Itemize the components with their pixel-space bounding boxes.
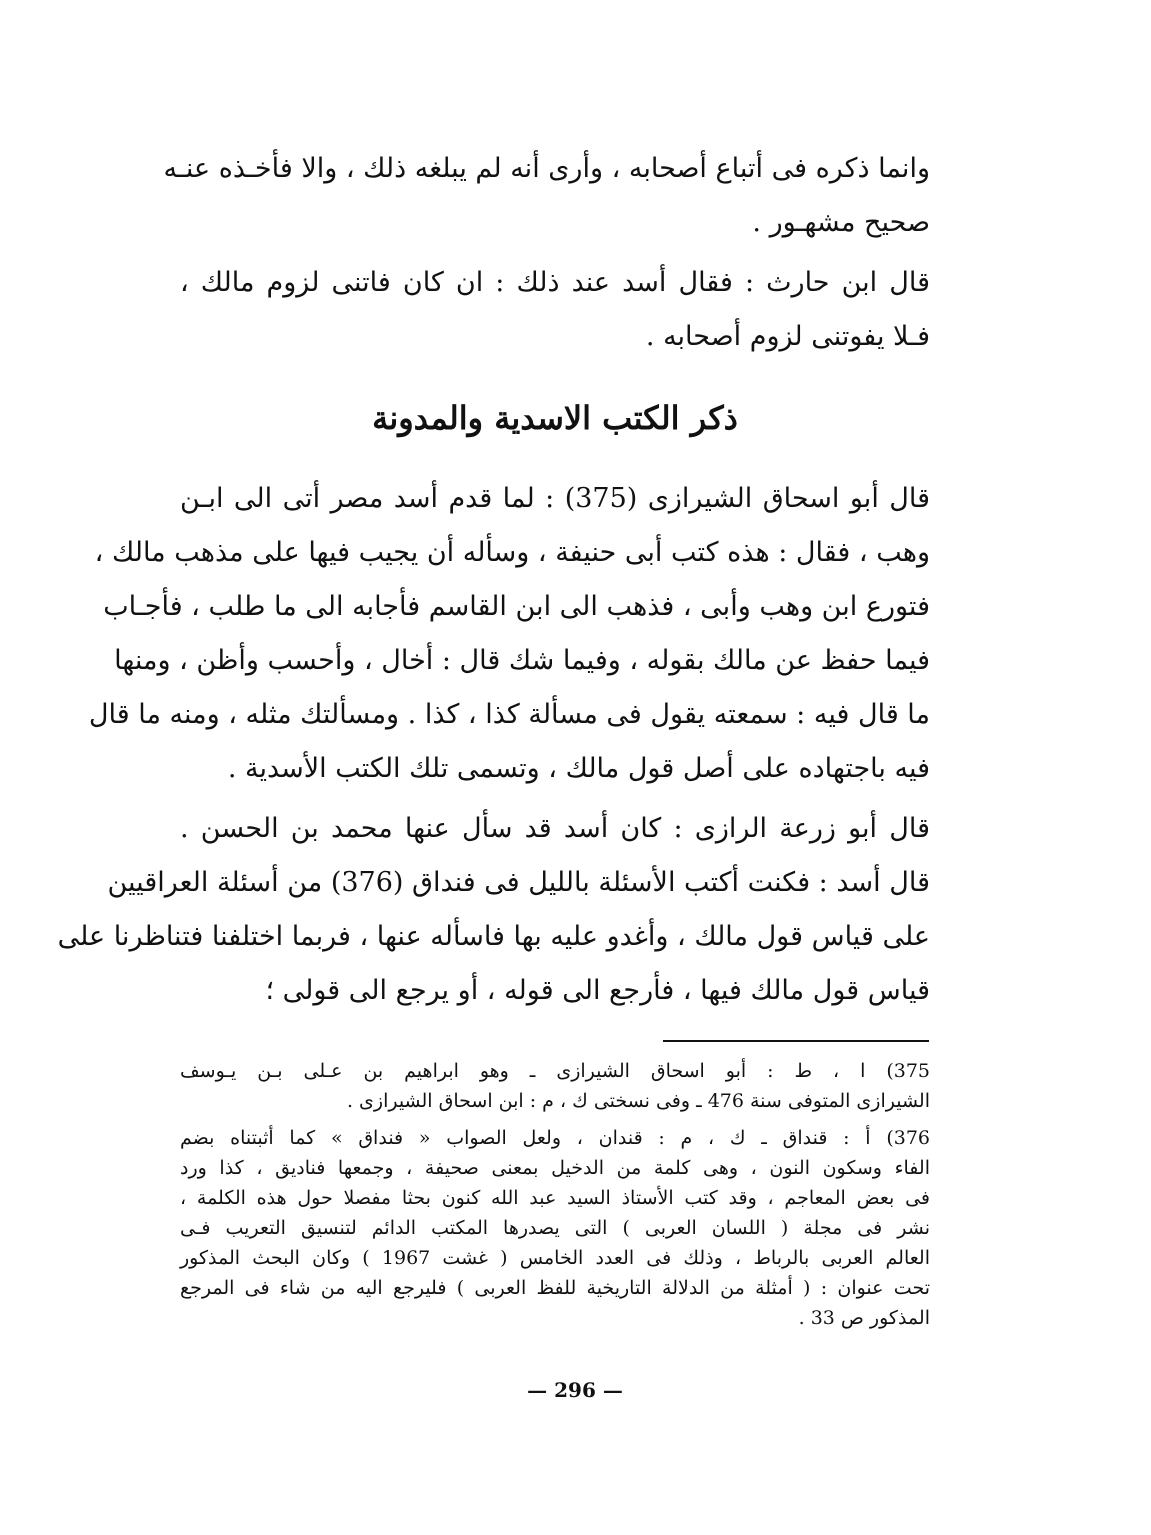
paragraph-4 bbox=[57, 802, 930, 1018]
text-line: فتورع ابن وهب وأبى ، فذهب الى ابن القاسم فأجابه الى ما طلب ، فأجـاب bbox=[103, 591, 930, 622]
text-line: فـلا يفوتنى لزوم أصحابه . bbox=[645, 321, 930, 352]
text-line: فيما حفظ عن مالك بقوله ، وفيما شك قال : أخال ، وأحسب وأظن ، ومنها bbox=[114, 645, 930, 676]
footnote-divider bbox=[663, 1040, 929, 1042]
footnote-line: 376) أ : قنداق ـ ك ، م : قندان ، ولعل الصواب « فنداق » كما أثبتناه بضم bbox=[180, 1127, 930, 1149]
text-line: وانما ذكره فى أتباع أصحابه ، وأرى أنه لم يبلغه ذلك ، والا فأخـذه عنـه bbox=[163, 153, 930, 184]
footnote-line: 375) ا ، ط : أبو اسحاق الشيرازى ـ وهو ابراهيم بن عـلى بـن يـوسف bbox=[180, 1060, 930, 1082]
text-line: فيه باجتهاده على أصل قول مالك ، وتسمى تلك الكتب الأسدية . bbox=[227, 753, 930, 784]
text-line: وهب ، فقال : هذه كتب أبى حنيفة ، وسأله أن يجيب فيها على مذهب مالك ، bbox=[94, 537, 930, 568]
section-heading: ذكر الكتب الاسدية والمدونة bbox=[372, 399, 738, 437]
text-line: قال أبو اسحاق الشيرازى (375) : لما قدم أسد مصر أتى الى ابـن bbox=[180, 483, 931, 514]
footnote-line: فى بعض المعاجم ، وقد كتب الأستاذ السيد عبد الله كنون بحثا مفصلا حول هذه الكلمة ، bbox=[180, 1187, 930, 1209]
footnote-line: المذكور ص 33 . bbox=[798, 1307, 930, 1329]
text-line: قال ابن حارث : فقال أسد عند ذلك : ان كان فاتنى لزوم مالك ، bbox=[180, 267, 930, 298]
footnote-line: العالم العربى بالرباط ، وذلك فى العدد الخامس ( غشت 1967 ) وكان البحث المذكور bbox=[180, 1247, 930, 1269]
footnote-line: تحت عنوان : ( أمثلة من الدلالة التاريخية للفظ العربى ) فليرجع اليه من شاء فى المرجع bbox=[180, 1277, 930, 1299]
footnote-line: الفاء وسكون النون ، وهى كلمة من الدخيل بمعنى صحيفة ، وجمعها فناديق ، كذا ورد bbox=[180, 1157, 930, 1179]
text-line: صحيح مشهـور . bbox=[752, 207, 930, 238]
paragraph-1 bbox=[163, 142, 930, 250]
paragraph-2 bbox=[180, 256, 930, 364]
footnote-line: نشر فى مجلة ( اللسان العربى ) التى يصدرها المكتب الدائم لتنسيق التعريب فـى bbox=[180, 1217, 930, 1239]
footnote-375 bbox=[180, 1056, 930, 1116]
text-line: على قياس قول مالك ، وأغدو عليه بها فاسأله عنها ، فربما اختلفنا فتناظرنا على bbox=[57, 921, 930, 952]
text-line: قال أسد : فكنت أكتب الأسئلة بالليل فى فنداق (376) من أسئلة العراقيين bbox=[107, 867, 930, 898]
text-line: قال أبو زرعة الرازى : كان أسد قد سأل عنها محمد بن الحسن . bbox=[180, 813, 930, 844]
text-line: ما قال فيه : سمعته يقول فى مسألة كذا ، كذا . ومسألتك مثله ، ومنه ما قال bbox=[88, 699, 930, 730]
footnote-376 bbox=[180, 1123, 930, 1333]
page-number: — 296 — bbox=[527, 1378, 623, 1402]
text-line: قياس قول مالك فيها ، فأرجع الى قوله ، أو يرجع الى قولى ؛ bbox=[265, 975, 930, 1006]
paragraph-3 bbox=[88, 472, 931, 796]
footnote-line: الشيرازى المتوفى سنة 476 ـ وفى نسختى ك ، م : ابن اسحاق الشيرازى . bbox=[346, 1090, 930, 1112]
